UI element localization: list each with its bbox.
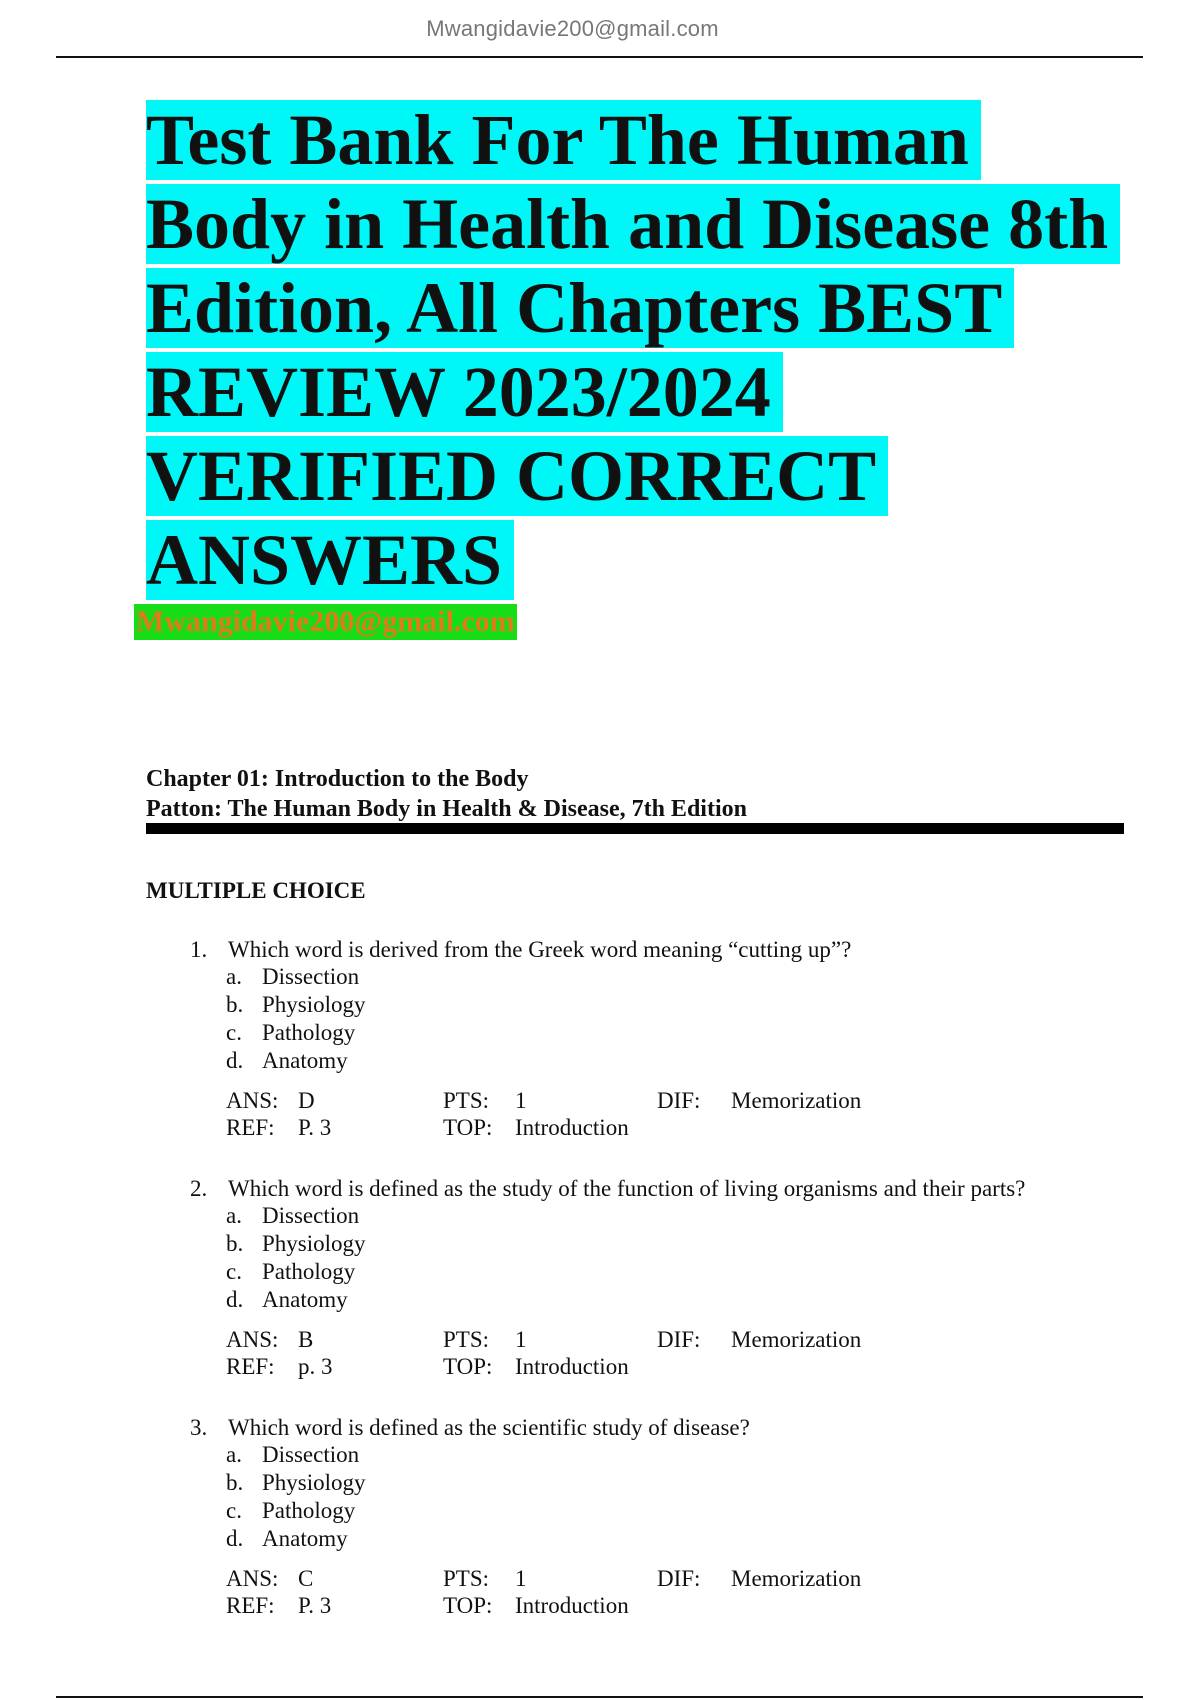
answer-option: c. Pathology xyxy=(226,1259,356,1284)
ans-label: ANS: xyxy=(226,1327,279,1352)
question-number: 1. xyxy=(190,937,208,962)
question-text: Which word is defined as the study of the function of living organisms and their parts? xyxy=(228,1176,1026,1201)
top-value: Introduction xyxy=(515,1115,629,1140)
pts-value: 1 xyxy=(515,1088,527,1113)
question-item xyxy=(190,1414,1130,1619)
answer-option: d. Anatomy xyxy=(226,1048,348,1073)
top-label: TOP: xyxy=(443,1593,493,1618)
question-item xyxy=(190,936,1130,1141)
answer-option: c. Pathology xyxy=(226,1020,356,1045)
top-label: TOP: xyxy=(443,1354,493,1379)
ans-value: B xyxy=(298,1327,314,1352)
pts-value: 1 xyxy=(515,1327,527,1352)
answer-option: a. Dissection xyxy=(226,1442,360,1467)
question-item xyxy=(190,1175,1130,1380)
answer-option: a. Dissection xyxy=(226,1203,360,1228)
answer-option: c. Pathology xyxy=(226,1498,356,1523)
question-text: Which word is derived from the Greek word meaning “cutting up”? xyxy=(228,937,852,962)
answer-metadata xyxy=(190,1087,1130,1141)
answer-option: d. Anatomy xyxy=(226,1287,348,1312)
dif-label: DIF: xyxy=(657,1566,701,1591)
dif-label: DIF: xyxy=(657,1327,701,1352)
question-number: 3. xyxy=(190,1415,208,1440)
document-title xyxy=(146,98,1146,602)
answer-metadata xyxy=(190,1565,1130,1619)
header-divider xyxy=(56,56,1143,58)
answer-option: b. Physiology xyxy=(226,1231,366,1256)
dif-label: DIF: xyxy=(657,1088,701,1113)
answer-option: b. Physiology xyxy=(226,1470,366,1495)
ref-value: P. 3 xyxy=(298,1115,332,1140)
watermark-email: Mwangidavie200@gmail.com xyxy=(136,605,515,638)
dif-value: Memorization xyxy=(731,1327,862,1352)
answer-metadata xyxy=(190,1326,1130,1380)
answer-option: b. Physiology xyxy=(226,992,366,1017)
question-text: Which word is defined as the scientific study of disease? xyxy=(228,1415,750,1440)
pts-label: PTS: xyxy=(443,1566,490,1591)
dif-value: Memorization xyxy=(731,1088,862,1113)
top-value: Introduction xyxy=(515,1593,629,1618)
ans-label: ANS: xyxy=(226,1566,279,1591)
header-email: Mwangidavie200@gmail.com xyxy=(426,16,719,41)
ref-value: p. 3 xyxy=(298,1354,333,1379)
ans-value: D xyxy=(298,1088,315,1113)
book-title: Patton: The Human Body in Health & Disease, 7th Edition xyxy=(146,796,747,822)
section-title: MULTIPLE CHOICE xyxy=(146,878,366,903)
dif-value: Memorization xyxy=(731,1566,862,1591)
chapter-title: Chapter 01: Introduction to the Body xyxy=(146,766,529,792)
ref-label: REF: xyxy=(226,1354,275,1379)
question-number: 2. xyxy=(190,1176,208,1201)
ref-label: REF: xyxy=(226,1115,275,1140)
top-value: Introduction xyxy=(515,1354,629,1379)
ans-label: ANS: xyxy=(226,1088,279,1113)
pts-label: PTS: xyxy=(443,1327,490,1352)
pts-value: 1 xyxy=(515,1566,527,1591)
chapter-heading xyxy=(146,764,747,824)
ans-value: C xyxy=(298,1566,314,1591)
answer-option: a. Dissection xyxy=(226,964,360,989)
top-label: TOP: xyxy=(443,1115,493,1140)
title-highlight: Test Bank For The Human Body in Health and Disease 8th Edition, All Chapters BEST REVIEW 2023/2024 VERIFIED CORRECT ANSWERS xyxy=(146,100,1120,600)
chapter-divider xyxy=(146,823,1124,834)
answer-option: d. Anatomy xyxy=(226,1526,348,1551)
footer-divider xyxy=(56,1696,1143,1698)
pts-label: PTS: xyxy=(443,1088,490,1113)
ref-value: P. 3 xyxy=(298,1593,332,1618)
ref-label: REF: xyxy=(226,1593,275,1618)
